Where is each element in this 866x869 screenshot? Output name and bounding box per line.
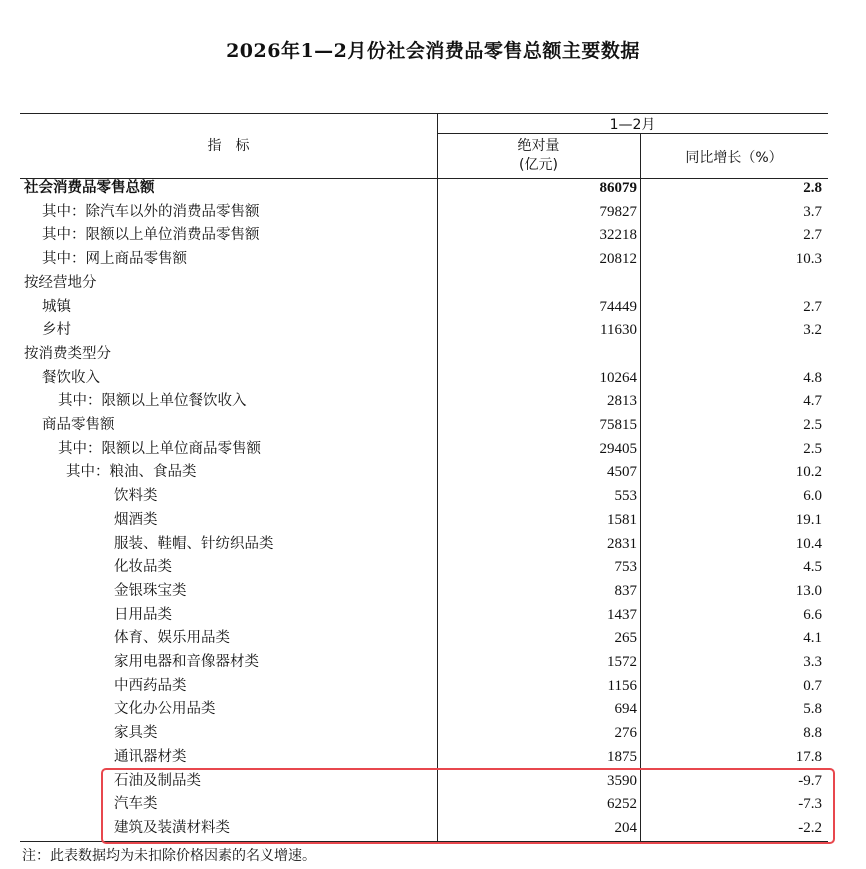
table-row [20,223,828,247]
row-absolute-value: 694 [614,701,637,718]
row-label: 其中：除汽车以外的消费品零售额 [42,203,260,220]
row-label: 家具类 [114,725,158,742]
row-growth-value: 10.3 [795,251,822,268]
row-label: 其中：限额以上单位餐饮收入 [58,393,247,410]
table-row [20,484,828,508]
row-growth-value: 2.7 [803,298,822,315]
row-absolute-value: 4507 [607,464,637,481]
footnote: 注：此表数据均为未扣除价格因素的名义增速。 [22,848,316,864]
row-absolute-value: 1581 [607,511,637,528]
row-label: 其中：限额以上单位商品零售额 [58,440,261,457]
row-label: 服装、鞋帽、针纺织品类 [114,535,274,552]
row-label: 社会消费品零售总额 [24,180,155,196]
row-absolute-value: 1156 [607,677,637,694]
table-row [20,650,828,674]
row-absolute-value: 2813 [607,393,637,410]
row-absolute-value: 29405 [599,440,637,457]
table-row [20,389,828,413]
row-absolute-value: 204 [614,819,637,836]
row-absolute-value: 753 [614,559,637,576]
table-row [20,366,828,390]
row-label: 建筑及装潢材料类 [114,819,230,836]
row-absolute-value: 75815 [599,417,637,433]
row-label: 其中：网上商品零售额 [42,251,187,268]
table-row [20,342,828,366]
row-absolute-value: 2831 [607,535,637,552]
row-label: 餐饮收入 [42,369,100,386]
table-row [20,508,828,532]
row-absolute-value: 11630 [600,322,637,339]
row-label: 饮料类 [114,488,158,505]
table-row [20,674,828,698]
highlight-box [101,768,835,844]
row-growth-value: 8.8 [803,725,822,742]
row-growth-value: 5.8 [803,701,822,718]
row-absolute-value: 837 [614,582,637,599]
row-label: 体育、娱乐用品类 [114,630,230,647]
row-label: 化妆品类 [114,559,172,576]
table-row [20,247,828,271]
row-absolute-value: 276 [614,725,637,742]
table-row [20,555,828,579]
table-row [20,579,828,603]
row-absolute-value: 3590 [607,772,637,789]
row-absolute-value: 10264 [599,369,637,386]
row-growth-value: 2.8 [803,180,822,196]
row-label: 按经营地分 [24,274,97,291]
page-title: 2026年1—2月份社会消费品零售总额主要数据 [226,40,640,62]
row-label: 汽车类 [114,796,158,813]
header-absolute [437,137,640,175]
row-label: 金银珠宝类 [114,582,187,599]
table-row [20,721,828,745]
table-row [20,437,828,461]
row-growth-value: 4.7 [803,393,822,410]
table-row [20,603,828,627]
row-label: 按消费类型分 [24,345,111,362]
row-growth-value: 19.1 [795,511,822,528]
row-label: 中西药品类 [114,677,187,694]
row-growth-value: 2.7 [803,227,822,244]
row-label: 日用品类 [114,606,172,623]
table-row [20,271,828,295]
row-growth-value: 17.8 [795,748,822,765]
row-growth-value: 10.2 [795,464,822,481]
table-row [20,745,828,769]
table-row [20,176,828,200]
row-growth-value: 2.5 [803,440,822,457]
row-label: 其中：限额以上单位消费品零售额 [42,227,260,244]
row-growth-value: 3.2 [803,322,822,339]
row-growth-value: 2.5 [803,417,822,433]
row-label: 文化办公用品类 [114,701,216,718]
table-row [20,697,828,721]
row-absolute-value: 79827 [599,203,637,220]
row-label: 家用电器和音像器材类 [114,654,259,670]
row-label: 烟酒类 [114,511,158,528]
row-label: 商品零售额 [42,417,115,433]
header-absolute-line2: (亿元) [519,157,558,173]
row-absolute-value: 1875 [607,748,637,765]
table-row [20,532,828,556]
row-growth-value: 3.7 [803,203,822,220]
row-label: 乡村 [42,322,71,339]
row-absolute-value: 265 [614,630,637,647]
row-growth-value: 13.0 [795,582,822,599]
row-label: 石油及制品类 [114,772,201,789]
header-indicator: 指 标 [207,138,250,154]
row-growth-value: -9.7 [798,772,822,789]
row-growth-value: 10.4 [795,535,822,552]
table-row [20,318,828,342]
table-row [20,200,828,224]
row-absolute-value: 74449 [599,298,637,315]
row-growth-value: 6.0 [803,488,822,505]
header-absolute-line1: 绝对量 [517,138,560,154]
header-period: 1—2月 [609,117,656,133]
table-row [20,460,828,484]
row-absolute-value: 32218 [599,227,637,244]
row-absolute-value: 86079 [599,180,637,196]
table-row [20,413,828,437]
row-label: 通讯器材类 [114,748,187,765]
row-growth-value: 4.8 [803,369,822,386]
row-label: 其中：粮油、食品类 [66,464,197,481]
row-growth-value: 6.6 [803,606,822,623]
row-absolute-value: 20812 [599,251,637,268]
row-growth-value: 4.5 [803,559,822,576]
row-absolute-value: 6252 [607,796,637,813]
row-label: 城镇 [42,298,71,315]
row-growth-value: 0.7 [803,677,822,694]
row-absolute-value: 553 [614,488,637,505]
header-growth: 同比增长（%） [685,150,783,166]
row-growth-value: 4.1 [803,630,822,647]
row-absolute-value: 1572 [607,654,637,670]
row-absolute-value: 1437 [607,606,637,623]
row-growth-value: 3.3 [803,654,822,670]
table-row [20,626,828,650]
row-growth-value: -7.3 [798,796,822,813]
row-growth-value: -2.2 [798,819,822,836]
table-row [20,295,828,319]
